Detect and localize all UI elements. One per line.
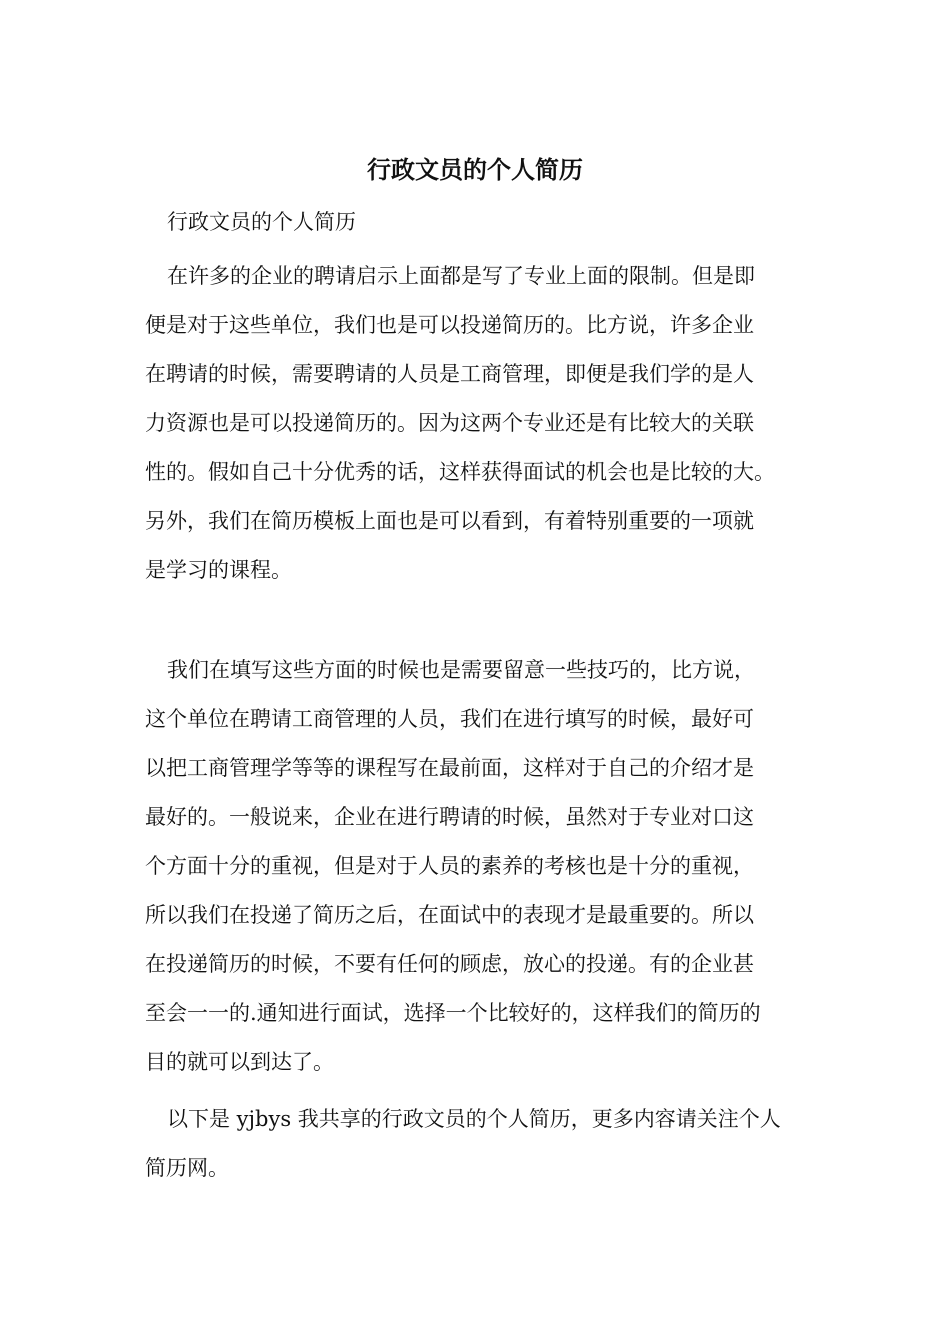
paragraph-line: 是学习的课程。 <box>145 558 292 582</box>
paragraph-2 <box>145 646 825 1087</box>
paragraph-line: 目的就可以到达了。 <box>145 1050 334 1074</box>
paragraph-line: 便是对于这些单位，我们也是可以投递简历的。比方说，许多企业 <box>145 313 754 337</box>
paragraph-line: 最好的。一般说来，企业在进行聘请的时候，虽然对于专业对口这 <box>145 805 754 829</box>
paragraph-line: 以下是 yjbys 我共享的行政文员的个人简历，更多内容请关注个人 <box>167 1107 781 1131</box>
paragraph-3 <box>145 1095 825 1193</box>
document-subtitle <box>145 198 825 247</box>
paragraph-line: 在投递简历的时候，不要有任何的顾虑，放心的投递。有的企业甚 <box>145 952 754 976</box>
subtitle-line: 行政文员的个人简历 <box>167 210 356 234</box>
paragraph-line: 我们在填写这些方面的时候也是需要留意一些技巧的，比方说， <box>167 658 755 682</box>
paragraph-line: 力资源也是可以投递简历的。因为这两个专业还是有比较大的关联 <box>145 411 754 435</box>
paragraph-line: 简历网。 <box>145 1156 229 1180</box>
paragraph-line: 所以我们在投递了简历之后，在面试中的表现才是最重要的。所以 <box>145 903 754 927</box>
paragraph-1 <box>145 252 825 595</box>
paragraph-line: 个方面十分的重视，但是对于人员的素养的考核也是十分的重视， <box>145 854 754 878</box>
document-title: 行政文员的个人简历 <box>367 155 583 184</box>
paragraph-line: 性的。假如自己十分优秀的话，这样获得面试的机会也是比较的大。 <box>145 460 775 484</box>
paragraph-line: 以把工商管理学等等的课程写在最前面，这样对于自己的介绍才是 <box>145 756 754 780</box>
paragraph-line: 在许多的企业的聘请启示上面都是写了专业上面的限制。但是即 <box>167 264 755 288</box>
paragraph-line: 至会一一的.通知进行面试，选择一个比较好的，这样我们的简历的 <box>145 1001 761 1025</box>
paragraph-line: 在聘请的时候，需要聘请的人员是工商管理，即便是我们学的是人 <box>145 362 754 386</box>
paragraph-line: 另外，我们在简历模板上面也是可以看到，有着特别重要的一项就 <box>145 509 754 533</box>
paragraph-line: 这个单位在聘请工商管理的人员，我们在进行填写的时候，最好可 <box>145 707 754 731</box>
